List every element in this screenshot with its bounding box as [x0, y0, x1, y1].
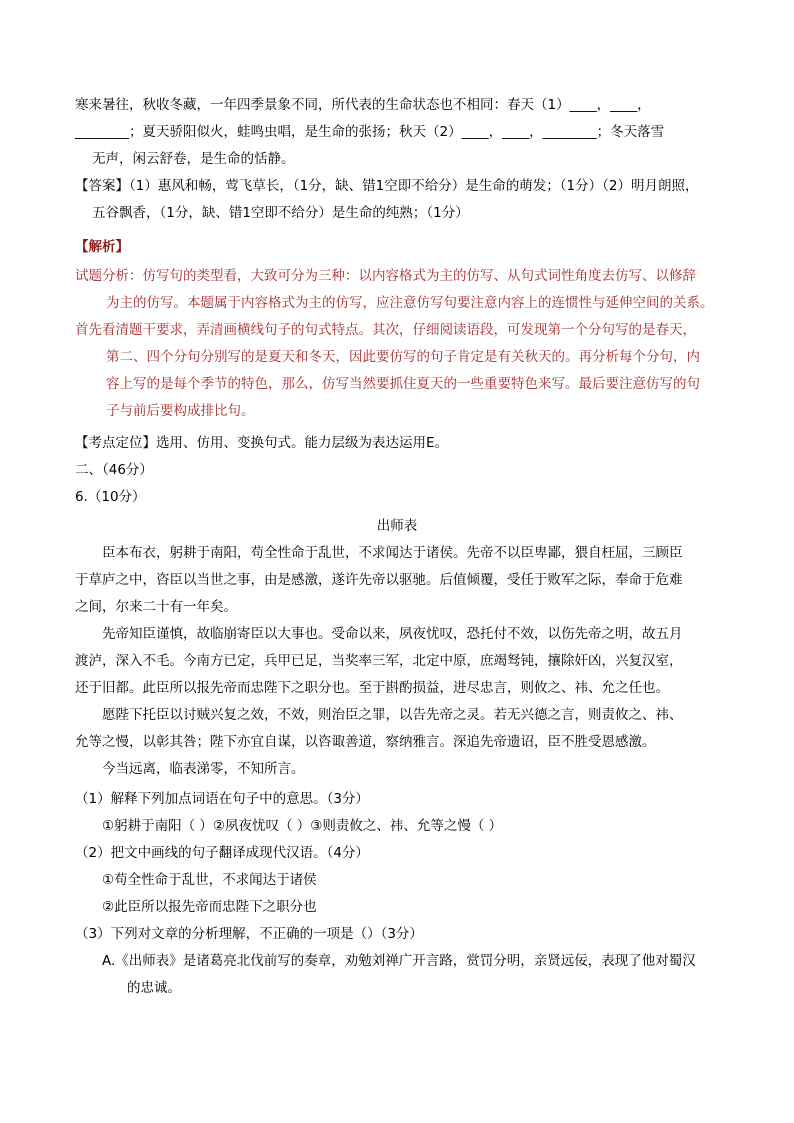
question-3: （3）下列对文章的分析理解，不正确的一项是（）（3分）: [75, 926, 423, 942]
passage-line: 今当远离，临表涕零，不知所言。: [102, 761, 305, 777]
passage-line: 之间，尔来二十有一年矣。: [75, 599, 237, 615]
fill-in-line-3: 无声，闲云舒卷，是生命的恬静。: [92, 151, 295, 167]
fill-in-line-2: ________；夏天骄阳似火，蛙鸣虫唱，是生命的张扬；秋天（2）____，____，________；冬天落雪: [75, 124, 665, 140]
analysis-line-1: 试题分析：仿写句的类型看，大致可分为三种：以内容格式为主的仿写、从句式词性角度去仿写、以修辞: [75, 268, 696, 284]
question-3-option-a-line-2: 的忠诚。: [127, 980, 181, 996]
fill-in-line-1: 寒来暑往，秋收冬藏，一年四季景象不同，所代表的生命状态也不相同：春天（1）____，____，: [75, 97, 651, 113]
passage-line: 臣本布衣，躬耕于南阳，苟全性命于乱世，不求闻达于诸侯。先帝不以臣卑鄙，猥自枉屈，三顾臣: [102, 545, 683, 561]
analysis-line-4: 第二、四个分句分别写的是夏天和冬天，因此要仿写的句子肯定是有关秋天的。再分析每个分句，内: [106, 349, 700, 365]
passage-line: 还于旧都。此臣所以报先帝而忠陛下之职分也。至于斟酌损益，进尽忠言，则攸之、祎、允之任也。: [75, 680, 669, 696]
analysis-line-5: 容上写的是每个季节的特色，那么，仿写当然要抓住夏天的一些重要特色来写。最后要注意仿写的句: [106, 376, 700, 392]
passage-line: 渡泸，深入不毛。今南方已定，兵甲已足，当奖率三军，北定中原，庶竭驽钝，攘除奸凶，兴复汉室，: [75, 653, 683, 669]
analysis-line-6: 子与前后要构成排比句。: [106, 403, 255, 419]
analysis-line-3: 首先看清题干要求，弄清画横线句子的句式特点。其次，仔细阅读语段，可发现第一个分句写的是春天，: [75, 322, 696, 338]
answer-line-1: 【答案】（1）惠风和畅，莺飞草长，（1分，缺、错1空即不给分）是生命的萌发；（1分）（2）明月朗照，: [75, 178, 699, 194]
kaodian-line: 【考点定位】选用、仿用、变换句式。能力层级为表达运用E。: [75, 435, 449, 451]
question-1-items: ①躬耕于南阳（ ）②夙夜忧叹（ ）③则责攸之、祎、允等之慢（ ）: [102, 818, 503, 834]
question-6-heading: 6.（10分）: [75, 489, 146, 505]
question-2: （2）把文中画线的句子翻译成现代汉语。（4分）: [75, 845, 369, 861]
passage-title: 出师表: [376, 518, 418, 534]
answer-line-2: 五谷飘香，（1分，缺、错1空即不给分）是生命的纯熟；（1分）: [92, 205, 469, 221]
section-2-heading: 二、（46分）: [75, 462, 153, 478]
question-2-item-1: ①苟全性命于乱世，不求闻达于诸侯: [102, 872, 317, 888]
question-2-item-2: ②此臣所以报先帝而忠陛下之职分也: [102, 899, 317, 915]
analysis-line-2: 为主的仿写。本题属于内容格式为主的仿写，应注意仿写句要注意内容上的连惯性与延伸空间的关系。: [106, 295, 714, 311]
question-1: （1）解释下列加点词语在句子中的意思。（3分）: [75, 791, 369, 807]
analysis-heading: 【解析】: [75, 239, 129, 255]
passage-line: 于草庐之中，咨臣以当世之事，由是感激，遂许先帝以驱驰。后值倾覆，受任于败军之际，奉命于危难: [75, 572, 683, 588]
question-3-option-a-line-1: A.《出师表》是诸葛亮北伐前写的奏章，劝勉刘禅广开言路，赏罚分明，亲贤远佞，表现了他对蜀汉: [102, 953, 696, 969]
passage-line: 愿陛下托臣以讨贼兴复之效，不效，则治臣之罪，以告先帝之灵。若无兴德之言，则责攸之、祎、: [102, 707, 683, 723]
passage-line: 允等之慢，以彰其咎；陛下亦宜自谋，以咨诹善道，察纳雅言。深追先帝遗诏，臣不胜受恩感激。: [75, 734, 656, 750]
passage-line: 先帝知臣谨慎，故临崩寄臣以大事也。受命以来，夙夜忧叹，恐托付不效，以伤先帝之明，故五月: [102, 626, 683, 642]
